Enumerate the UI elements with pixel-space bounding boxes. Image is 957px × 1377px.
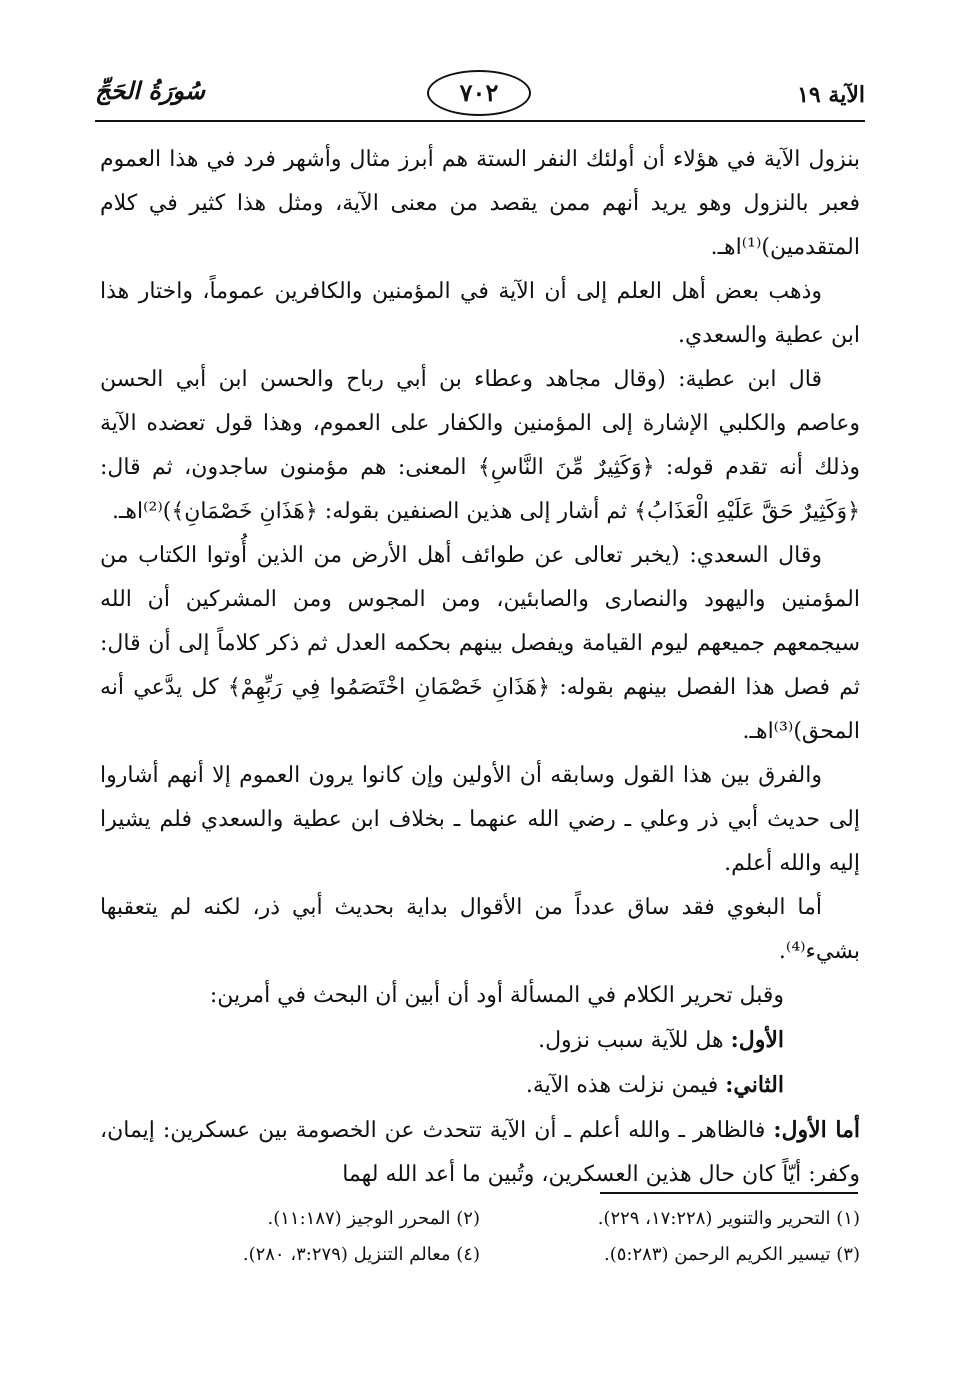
item-text: فالظاهر ـ والله أعلم ـ أن الآية تتحدث عن الخصومة بين عسكرين: إيمان، وكفر: أيّاً كان حال هذين العسكرين، وتُبين ما أعد الله لهما xyxy=(100,1118,860,1187)
item-label: الثاني: xyxy=(725,1072,784,1098)
paragraph: قال ابن عطية: (وقال مجاهد وعطاء بن أبي رباح والحسن ابن أبي الحسن وعاصم والكلبي الإشارة إلى المؤمنين والكفار على العموم، وهذا قول تعضده الآية وذلك أنه تقدم قوله: ﴿وَكَثِيرٌ مِّنَ النَّاسِ﴾ المعنى: هم مؤمنون ساجدون، ثم قال: ﴿وَكَثِيرٌ حَقَّ عَلَيْهِ الْعَذَابُ﴾ ثم أشار إلى هذين الصنفين بقوله: ﴿هَذَانِ خَصْمَانِ﴾)⁽²⁾اهـ. xyxy=(100,367,860,524)
paragraph: بنزول الآية في هؤلاء أن أولئك النفر الستة هم أبرز مثال وأشهر فرد في هذا العموم فعبر بالنزول وهو يريد أنهم ممن يقصد من معنى الآية، ومثل هذا كثير في كلام المتقدمين)⁽¹⁾اهـ. xyxy=(100,147,860,260)
ayah-label: الآية ١٩ xyxy=(797,82,865,108)
item-label: أما الأول: xyxy=(773,1117,861,1143)
paragraph: وقبل تحرير الكلام في المسألة أود أن أبين أن البحث في أمرين: xyxy=(209,983,784,1008)
footnote-divider xyxy=(600,1192,858,1194)
footnote-3: (٣) تيسير الكريم الرحمن (٥:٢٨٣). xyxy=(604,1244,860,1265)
surah-name: سُورَةُ الحَجِّ xyxy=(95,76,205,105)
footnote-1: (١) التحرير والتنوير (١٧:٢٢٨، ٢٢٩). xyxy=(597,1208,860,1229)
item-text: فيمن نزلت هذه الآية. xyxy=(525,1073,726,1098)
item-label: الأول: xyxy=(730,1027,784,1053)
header-divider xyxy=(95,120,865,122)
page-header xyxy=(95,70,865,120)
list-item xyxy=(100,1108,860,1197)
paragraph: والفرق بين هذا القول وسابقه أن الأولين وإن كانوا يرون العموم إلا أنهم أشاروا إلى حديث أبي ذر وعلي ـ رضي الله عنهما ـ بخلاف ابن عطية والسعدي فلم يشيرا إليه والله أعلم. xyxy=(100,763,860,876)
paragraph: أما البغوي فقد ساق عدداً من الأقوال بداية بحديث أبي ذر، لكنه لم يتعقبها بشيء⁽⁴⁾. xyxy=(100,895,860,964)
main-text xyxy=(100,138,860,1197)
footnotes xyxy=(100,1203,860,1271)
item-text: هل للآية سبب نزول. xyxy=(538,1028,731,1053)
paragraph: وذهب بعض أهل العلم إلى أن الآية في المؤمنين والكافرين عموماً، واختار هذا ابن عطية والسعدي. xyxy=(100,279,860,348)
page-number: ٧٠٢ xyxy=(427,70,531,116)
footnote-2: (٢) المحرر الوجيز (١١:١٨٧). xyxy=(267,1208,480,1229)
list-item xyxy=(100,1063,860,1108)
footnote-4: (٤) معالم التنزيل (٣:٢٧٩، ٢٨٠). xyxy=(242,1244,480,1265)
paragraph: وقال السعدي: (يخبر تعالى عن طوائف أهل الأرض من الذين أُوتوا الكتاب من المؤمنين واليهود والنصارى والصابئين، ومن المجوس ومن المشركين أن الله سيجمعهم جميعهم ليوم القيامة ويفصل بينهم بحكمه العدل ثم ذكر كلاماً إلى أن قال: ثم فصل هذا الفصل بينهم بقوله: ﴿هَذَانِ خَصْمَانِ اخْتَصَمُوا فِي رَبِّهِمْ﴾ كل يدَّعي أنه المحق)⁽³⁾اهـ. xyxy=(100,543,860,744)
list-item xyxy=(100,1018,860,1063)
